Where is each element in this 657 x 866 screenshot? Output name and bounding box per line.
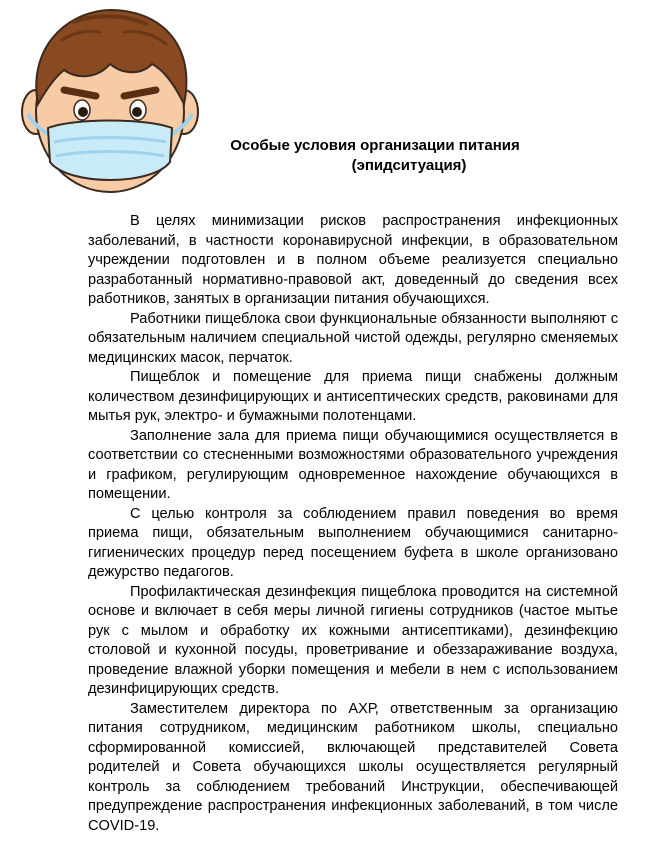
title-line-2: (эпидситуация) xyxy=(351,157,467,174)
paragraph: Пищеблок и помещение для приема пищи снабжены должным количеством дезинфицирующих и антисептических средств, раковинами для мытья рук, электро- и бумажными полотенцами. xyxy=(88,369,618,424)
paragraph: Заместителем директора по АХР, ответственным за организацию питания сотрудником, медицинским работником школы, специально сформированной комиссией, включающей представителей Совета родителей и Совета обучающихся школы осуществляется регулярный контроль за соблюдением требований Инструкции, обеспечивающей предупреждение распространения инфекционных заболеваний, в том числе COVID-19. xyxy=(88,700,618,834)
page-title xyxy=(200,136,550,176)
masked-boy-face-icon xyxy=(14,0,204,200)
paragraph: Работники пищеблока свои функциональные обязанности выполняют с обязательным наличием специальной чистой одежды, регулярно сменяемых медицинских масок, перчаток. xyxy=(88,310,618,366)
body-text xyxy=(88,212,618,836)
paragraph: В целях минимизации рисков распространения инфекционных заболеваний, в частности коронавирусной инфекции, в образовательном учреждении подготовлен и в полном объеме реализуется специально разработанный нормативно-правовой акт, доведенный до сведения всех работников, занятых в организации питания обучающихся. xyxy=(88,213,618,307)
paragraph: Профилактическая дезинфекция пищеблока проводится на системной основе и включает в себя меры личной гигиены сотрудников (частое мытье рук с мылом и обработку их кожными антисептиками), дезинфекцию столовой и кухонной посуды, проветривание и обеззараживание воздуха, проведение влажной уборки помещения и мебели в нем с использованием дезинфицирующих средств. xyxy=(88,583,618,697)
title-line-1: Особые условия организации питания xyxy=(230,137,520,154)
paragraph: Заполнение зала для приема пищи обучающимися осуществляется в соответствии со стесненными возможностями образовательного учреждения и графиком, регулирующим одновременное нахождение обучающихся в помещении. xyxy=(88,427,618,502)
paragraph: С целью контроля за соблюдением правил поведения во время приема пищи, обязательным выполнением обучающимися санитарно-гигиенических процедур перед посещением буфета в школе организовано дежурство педагогов. xyxy=(88,505,618,580)
